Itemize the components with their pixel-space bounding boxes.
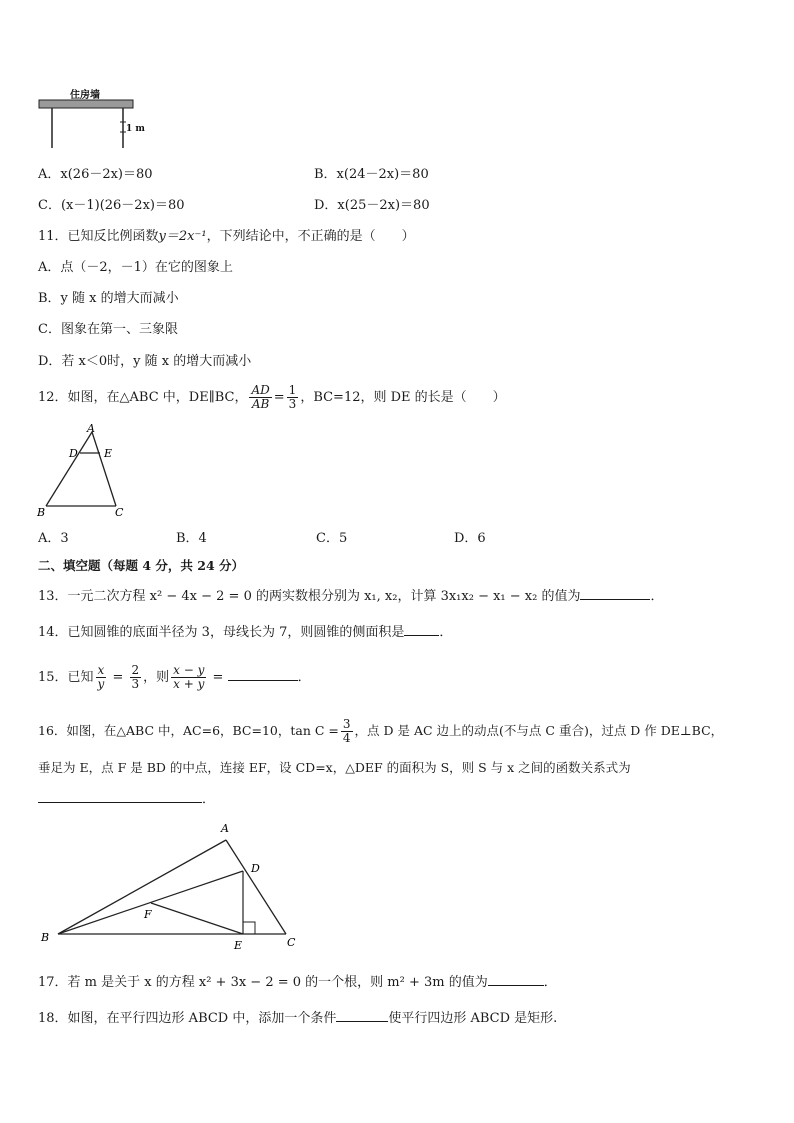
wall-figure bbox=[36, 86, 156, 150]
q15-stem-post: ． bbox=[297, 670, 311, 685]
q15-f2-num: 2 bbox=[131, 663, 140, 677]
q13-answer-blank[interactable] bbox=[580, 587, 650, 600]
q16-line-1 bbox=[38, 712, 723, 750]
q15-stem-pre: 15．已知 bbox=[38, 670, 94, 685]
q12-label-c: C bbox=[115, 506, 124, 519]
q11-stem-post: ，下列结论中，不正确的是（ ） bbox=[206, 229, 415, 244]
q10-option-b: B．x(24－2x)＝80 bbox=[314, 167, 429, 182]
q16-segment-fe bbox=[151, 903, 243, 934]
gate-dim-label: 1 m bbox=[126, 124, 145, 134]
q16-label-b: B bbox=[41, 931, 50, 944]
q15-fraction-expr bbox=[171, 664, 206, 691]
q15-f1-num: x bbox=[97, 663, 105, 677]
q15-f1-den: y bbox=[97, 677, 105, 691]
wall-label: 住房墙 bbox=[70, 90, 100, 101]
q12-stem-post: ，BC=12，则 DE 的长是（ ） bbox=[300, 390, 506, 405]
q12-option-c: C．5 bbox=[316, 531, 348, 546]
q12-fraction-ratio bbox=[249, 384, 271, 411]
q12-side-ab bbox=[46, 432, 92, 506]
q16-label-e: E bbox=[234, 939, 243, 952]
section-2-title: 二、填空题（每题 4 分，共 24 分） bbox=[38, 558, 245, 573]
q13-stem bbox=[38, 587, 664, 606]
q18-stem-post: 使平行四边形 ABCD 是矩形. bbox=[388, 1011, 558, 1026]
q12-option-b: B．4 bbox=[176, 531, 207, 546]
q10-option-a: A．x(26－2x)＝80 bbox=[38, 167, 153, 182]
q17-answer-blank[interactable] bbox=[488, 973, 544, 986]
q16-f-den: 4 bbox=[342, 731, 351, 745]
q12-side-ac bbox=[92, 432, 116, 506]
q16-label-d: D bbox=[251, 862, 260, 875]
wall-bar bbox=[39, 100, 133, 108]
q15-mid: ，则 bbox=[143, 670, 170, 685]
q13-stem-post: ． bbox=[650, 589, 664, 604]
q15-eq2: = bbox=[208, 670, 228, 685]
q14-answer-blank[interactable] bbox=[404, 623, 439, 636]
q11-stem-pre: 11．已知反比例函数 bbox=[38, 229, 159, 244]
q12-label-e: E bbox=[104, 447, 113, 460]
q12-fraction-value bbox=[287, 384, 299, 411]
q15-answer-blank[interactable] bbox=[228, 668, 298, 681]
q16-answer-blank[interactable] bbox=[38, 790, 202, 803]
q15-f3-den: x + y bbox=[173, 677, 205, 691]
q16-label-f: F bbox=[144, 908, 152, 921]
q11-option-a: A．点（－2，－1）在它的图象上 bbox=[38, 260, 233, 275]
q15-f3-num: x − y bbox=[173, 663, 205, 677]
q16-side-ac bbox=[226, 840, 286, 934]
q15-fraction-xy bbox=[96, 664, 107, 691]
q12-option-d: D．6 bbox=[454, 531, 486, 546]
q16-triangle-figure bbox=[36, 818, 306, 953]
q12-stem-pre: 12．如图，在△ABC 中，DE∥BC， bbox=[38, 390, 248, 405]
q16-line3-post: ． bbox=[202, 792, 216, 807]
q18-answer-blank[interactable] bbox=[336, 1009, 388, 1022]
q16-right-angle-mark bbox=[243, 922, 255, 934]
q18-stem-pre: 18．如图，在平行四边形 ABCD 中，添加一个条件 bbox=[38, 1011, 337, 1026]
q12-stem bbox=[38, 380, 506, 416]
q16-line-3 bbox=[38, 790, 215, 809]
q16-label-c: C bbox=[287, 936, 296, 949]
q13-stem-pre: 13．一元二次方程 x² − 4x − 2 = 0 的两实数根分别为 x₁, x₂，计算 3x₁x₂ − x₁ − x₂ 的值为 bbox=[38, 589, 581, 604]
q17-stem-pre: 17．若 m 是关于 x 的方程 x² + 3x − 2 = 0 的一个根，则 m² + 3m 的值为 bbox=[38, 975, 488, 990]
q16-line1-pre: 16．如图，在△ABC 中，AC=6，BC=10，tan C = bbox=[38, 723, 339, 738]
q16-label-a: A bbox=[221, 822, 229, 835]
q12-eq: = bbox=[273, 390, 285, 405]
q12-label-d: D bbox=[69, 447, 78, 460]
q12-option-a: A．3 bbox=[38, 531, 69, 546]
q16-line1-post: ，点 D 是 AC 边上的动点(不与点 C 重合)，过点 D 作 DE⊥BC， bbox=[354, 723, 724, 738]
q12-label-a: A bbox=[87, 422, 95, 435]
q14-stem-post: ． bbox=[439, 625, 453, 640]
q16-fraction-tan bbox=[341, 718, 353, 745]
q16-f-num: 3 bbox=[342, 717, 351, 731]
q11-stem bbox=[38, 228, 415, 246]
q12-label-b: B bbox=[37, 506, 46, 519]
q14-stem-pre: 14．已知圆锥的底面半径为 3，母线长为 7，则圆锥的侧面积是 bbox=[38, 625, 405, 640]
q16-line-2: 垂足为 E，点 F 是 BD 的中点，连接 EF，设 CD=x，△DEF 的面积为 S，则 S 与 x 之间的函数关系式为 bbox=[38, 760, 631, 775]
q12-triangle-figure bbox=[34, 422, 134, 522]
q15-f2-den: 3 bbox=[131, 677, 140, 691]
q11-option-b: B．y 随 x 的增大而减小 bbox=[38, 291, 179, 306]
q12-val-den: 3 bbox=[288, 397, 297, 411]
q11-option-c: C．图象在第一、三象限 bbox=[38, 322, 178, 337]
q12-frac-den: AB bbox=[251, 397, 270, 411]
q14-stem bbox=[38, 623, 452, 642]
q11-function: y＝2x⁻¹ bbox=[158, 229, 207, 244]
q12-frac-num: AD bbox=[251, 383, 270, 397]
q10-option-d: D．x(25－2x)＝80 bbox=[314, 198, 430, 213]
q11-option-d: D．若 x＜0时，y 随 x 的增大而减小 bbox=[38, 354, 252, 369]
q15-stem bbox=[38, 658, 311, 698]
q15-eq1: = bbox=[108, 670, 128, 685]
q10-option-c: C．(x－1)(26－2x)＝80 bbox=[38, 198, 185, 213]
q15-fraction-value bbox=[130, 664, 142, 691]
q18-stem bbox=[38, 1009, 557, 1028]
q17-stem-post: ． bbox=[543, 975, 557, 990]
q12-val-num: 1 bbox=[288, 383, 297, 397]
q17-stem bbox=[38, 973, 557, 992]
